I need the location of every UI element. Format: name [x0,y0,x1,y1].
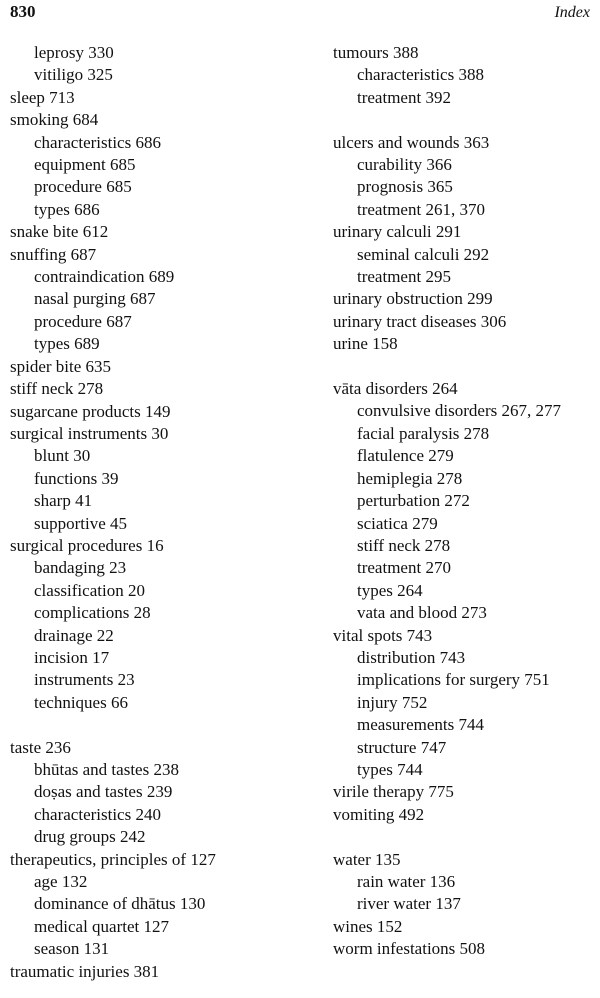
index-subentry: structure 747 [357,737,447,757]
index-subentry: hemiplegia 278 [357,468,463,488]
index-subentry: flatulence 279 [357,446,454,466]
index-subentry: types 264 [357,580,423,600]
index-subentry: stiff neck 278 [357,535,451,555]
index-subentry: treatment 295 [357,267,451,287]
index-subentry: characteristics 388 [357,65,484,85]
index-subentry: complications 28 [34,603,151,623]
index-subentry: curability 366 [357,155,452,175]
index-subentry: classification 20 [34,580,145,600]
index-entry: smoking 684 [10,110,99,130]
index-subentry: drug groups 242 [34,827,146,847]
index-entry: vomiting 492 [333,804,425,824]
index-subentry: contraindication 689 [34,267,175,287]
index-subentry: functions 39 [34,468,119,488]
index-subentry: instruments 23 [34,670,135,690]
index-subentry: characteristics 240 [34,804,161,824]
index-column-right [333,42,597,961]
index-subentry: doṣas and tastes 239 [34,782,173,802]
index-subentry: incision 17 [34,647,110,667]
index-subentry: bhūtas and tastes 238 [34,759,179,779]
index-entry: taste 236 [10,737,71,757]
index-entry: sugarcane products 149 [10,401,171,421]
index-subentry: sharp 41 [34,491,93,511]
page-number: 830 [10,2,36,21]
index-subentry: convulsive disorders 267, 277 [357,401,561,421]
index-subentry: procedure 685 [34,177,132,197]
index-subentry: types 744 [357,759,423,779]
index-entry: surgical instruments 30 [10,423,169,443]
index-subentry: perturbation 272 [357,491,470,511]
index-entry: ulcers and wounds 363 [333,132,490,152]
index-subentry: supportive 45 [34,513,128,533]
index-entry: vital spots 743 [333,625,433,645]
index-entry: snake bite 612 [10,222,109,242]
index-entry: virile therapy 775 [333,782,454,802]
index-subentry: seminal calculi 292 [357,244,490,264]
index-subentry: implications for surgery 751 [357,670,550,690]
index-subentry: sciatica 279 [357,513,438,533]
index-entry: traumatic injuries 381 [10,961,160,981]
entry-spacer [10,714,310,736]
index-entry: urinary calculi 291 [333,222,462,242]
index-subentry: types 689 [34,334,100,354]
entry-spacer [333,109,597,131]
index-subentry: vata and blood 273 [357,603,487,623]
index-subentry: treatment 261, 370 [357,199,485,219]
index-entry: tumours 388 [333,43,419,62]
index-entry: spider bite 635 [10,356,112,376]
index-entry: urinary tract diseases 306 [333,311,507,331]
index-entry: vāta disorders 264 [333,379,458,399]
index-entry: stiff neck 278 [10,379,104,399]
index-subentry: distribution 743 [357,647,466,667]
index-subentry: treatment 392 [357,87,451,107]
index-subentry: nasal purging 687 [34,289,156,309]
index-entry: snuffing 687 [10,244,97,264]
index-subentry: blunt 30 [34,446,91,466]
index-subentry: treatment 270 [357,558,451,578]
entry-spacer [333,826,597,848]
running-head-title: Index [554,4,590,21]
index-subentry: equipment 685 [34,155,136,175]
index-column-left [10,42,310,983]
index-subentry: medical quartet 127 [34,916,170,936]
index-subentry: injury 752 [357,692,428,712]
index-entry: urinary obstruction 299 [333,289,493,309]
index-subentry: prognosis 365 [357,177,453,197]
index-subentry: rain water 136 [357,871,456,891]
index-subentry: bandaging 23 [34,558,127,578]
index-entry: water 135 [333,849,401,869]
index-subentry: leprosy 330 [34,43,114,62]
index-entry: sleep 713 [10,87,75,107]
entry-spacer [333,356,597,378]
index-subentry: procedure 687 [34,311,132,331]
index-entry: surgical procedures 16 [10,535,164,555]
index-subentry: techniques 66 [34,692,128,712]
index-subentry: river water 137 [357,894,461,914]
index-subentry: types 686 [34,199,100,219]
index-subentry: measurements 744 [357,715,484,735]
index-entry: worm infestations 508 [333,939,486,959]
index-subentry: age 132 [34,872,88,892]
index-subentry: drainage 22 [34,625,114,645]
index-subentry: characteristics 686 [34,132,161,152]
index-entry: therapeutics, principles of 127 [10,849,216,869]
index-subentry: vitiligo 325 [34,65,113,85]
index-entry: wines 152 [333,916,403,936]
index-subentry: season 131 [34,939,110,959]
index-entry: urine 158 [333,334,398,354]
index-subentry: dominance of dhātus 130 [34,894,206,914]
index-subentry: facial paralysis 278 [357,423,490,443]
